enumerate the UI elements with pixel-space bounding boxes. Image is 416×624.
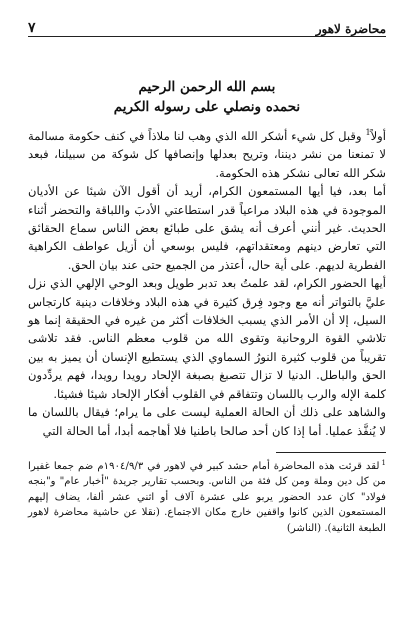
body-text	[28, 127, 386, 440]
footnote-marker: 1	[381, 458, 386, 467]
bismillah-heading	[28, 77, 386, 117]
footnote-separator	[276, 452, 386, 453]
page-number: ٧	[28, 20, 36, 36]
paragraph-lead: أولاً	[370, 129, 386, 143]
bismillah-line-2: نحمده ونصلي على رسوله الكريم	[113, 99, 301, 115]
paragraph	[28, 127, 386, 182]
paragraph	[28, 274, 386, 403]
paragraph-text: وقبل كل شيء أشكر الله الذي وهب لنا ملاذاً في كنف حكومة مسالمة لا تمنعنا من نشر ديننا، وتريح بعدلها وإنصافها كل شوكة من سبيلنا، فبعد شكر الله تعالى نشكر هذه الحكومة.	[28, 129, 386, 180]
paragraph	[28, 182, 386, 274]
paragraph-text: والشاهد على ذلك أن الحالة العملية ليست على ما يرام؛ فيقال باللسان ما لا يُنفَّذ عمليا. أما إذا كان أحد صالحا باطنيا فلا أهاجمه أبدا، أما الحالة التي	[28, 405, 386, 438]
footnote	[28, 459, 386, 537]
paragraph	[28, 403, 386, 440]
footnote-text: لقد قرئت هذه المحاضرة أمام حشد كبير في لاهور في ١٩٠٤/٩/٣م ضم جمعا غفيرا من كل دين وملة ومن كل فئة من الناس. وبحسب تقارير جريدة "أخبار عام" و"بنجه فولاد" كان عدد الحضور يربو على عشرة آلاف أو اثني عشر ألفا، يضاف إليهم المستمعون الذين كانوا واقفين خارج مكان الاجتماع. (نقلا عن حاشية محاضرة لاهور الطبعة الثانية). (الناشر)	[28, 460, 386, 534]
bismillah-line-1: بسم الله الرحمن الرحيم	[138, 79, 276, 95]
footnote-reference[interactable]: 1	[365, 128, 371, 138]
paragraph-text: أما بعد، فيا أيها المستمعون الكرام، أريد أن أقول الآن شيئا عن الأديان الموجودة في هذه البلاد مراعياً قدر استطاعتي الأدبَ واللباقة والتحضر أثناء الحديث. غير أنني أعرف أنه يشق على طبائع بعض الناس سماع الحقائق التي تعارض دينهم ومعتقداتهم، فليس بوسعي أن أزيل عواطف الكراهية الفطرية لديهم. على أية حال، أعتذر من الجميع حتى عند بيان الحق.	[28, 184, 386, 272]
page-header	[28, 0, 386, 37]
running-title: محاضرة لاهور	[315, 22, 386, 36]
paragraph-text: أيها الحضور الكرام، لقد علمتُ بعد تدبر طويل وبعد الوحي الإلهي الذي نزل عليَّ بالتواتر أنه مع وجود فِرق كثيرة في هذه البلاد وخلافات دينية كارتجاس السيل، إلا أن الأمر الذي يسبب الخلافات أكثر من غيره في الحقيقة إنما هو تلاشي القوة الروحانية وتقوى الله من قلوب معظم الناس. فقد تلاشى تقريباً من قلوب كثيرة النورُ السماوي الذي يستطيع الإنسان أن يميز به بين الحق والباطل. الدنيا لا تزال تتصبغ بصبغة الإلحاد رويدا رويدا، فهم يردِّدون كلمة الإله والرب باللسان وتتفاقم في القلوب أفكار الإلحاد شيئا فشيئا.	[28, 276, 386, 401]
